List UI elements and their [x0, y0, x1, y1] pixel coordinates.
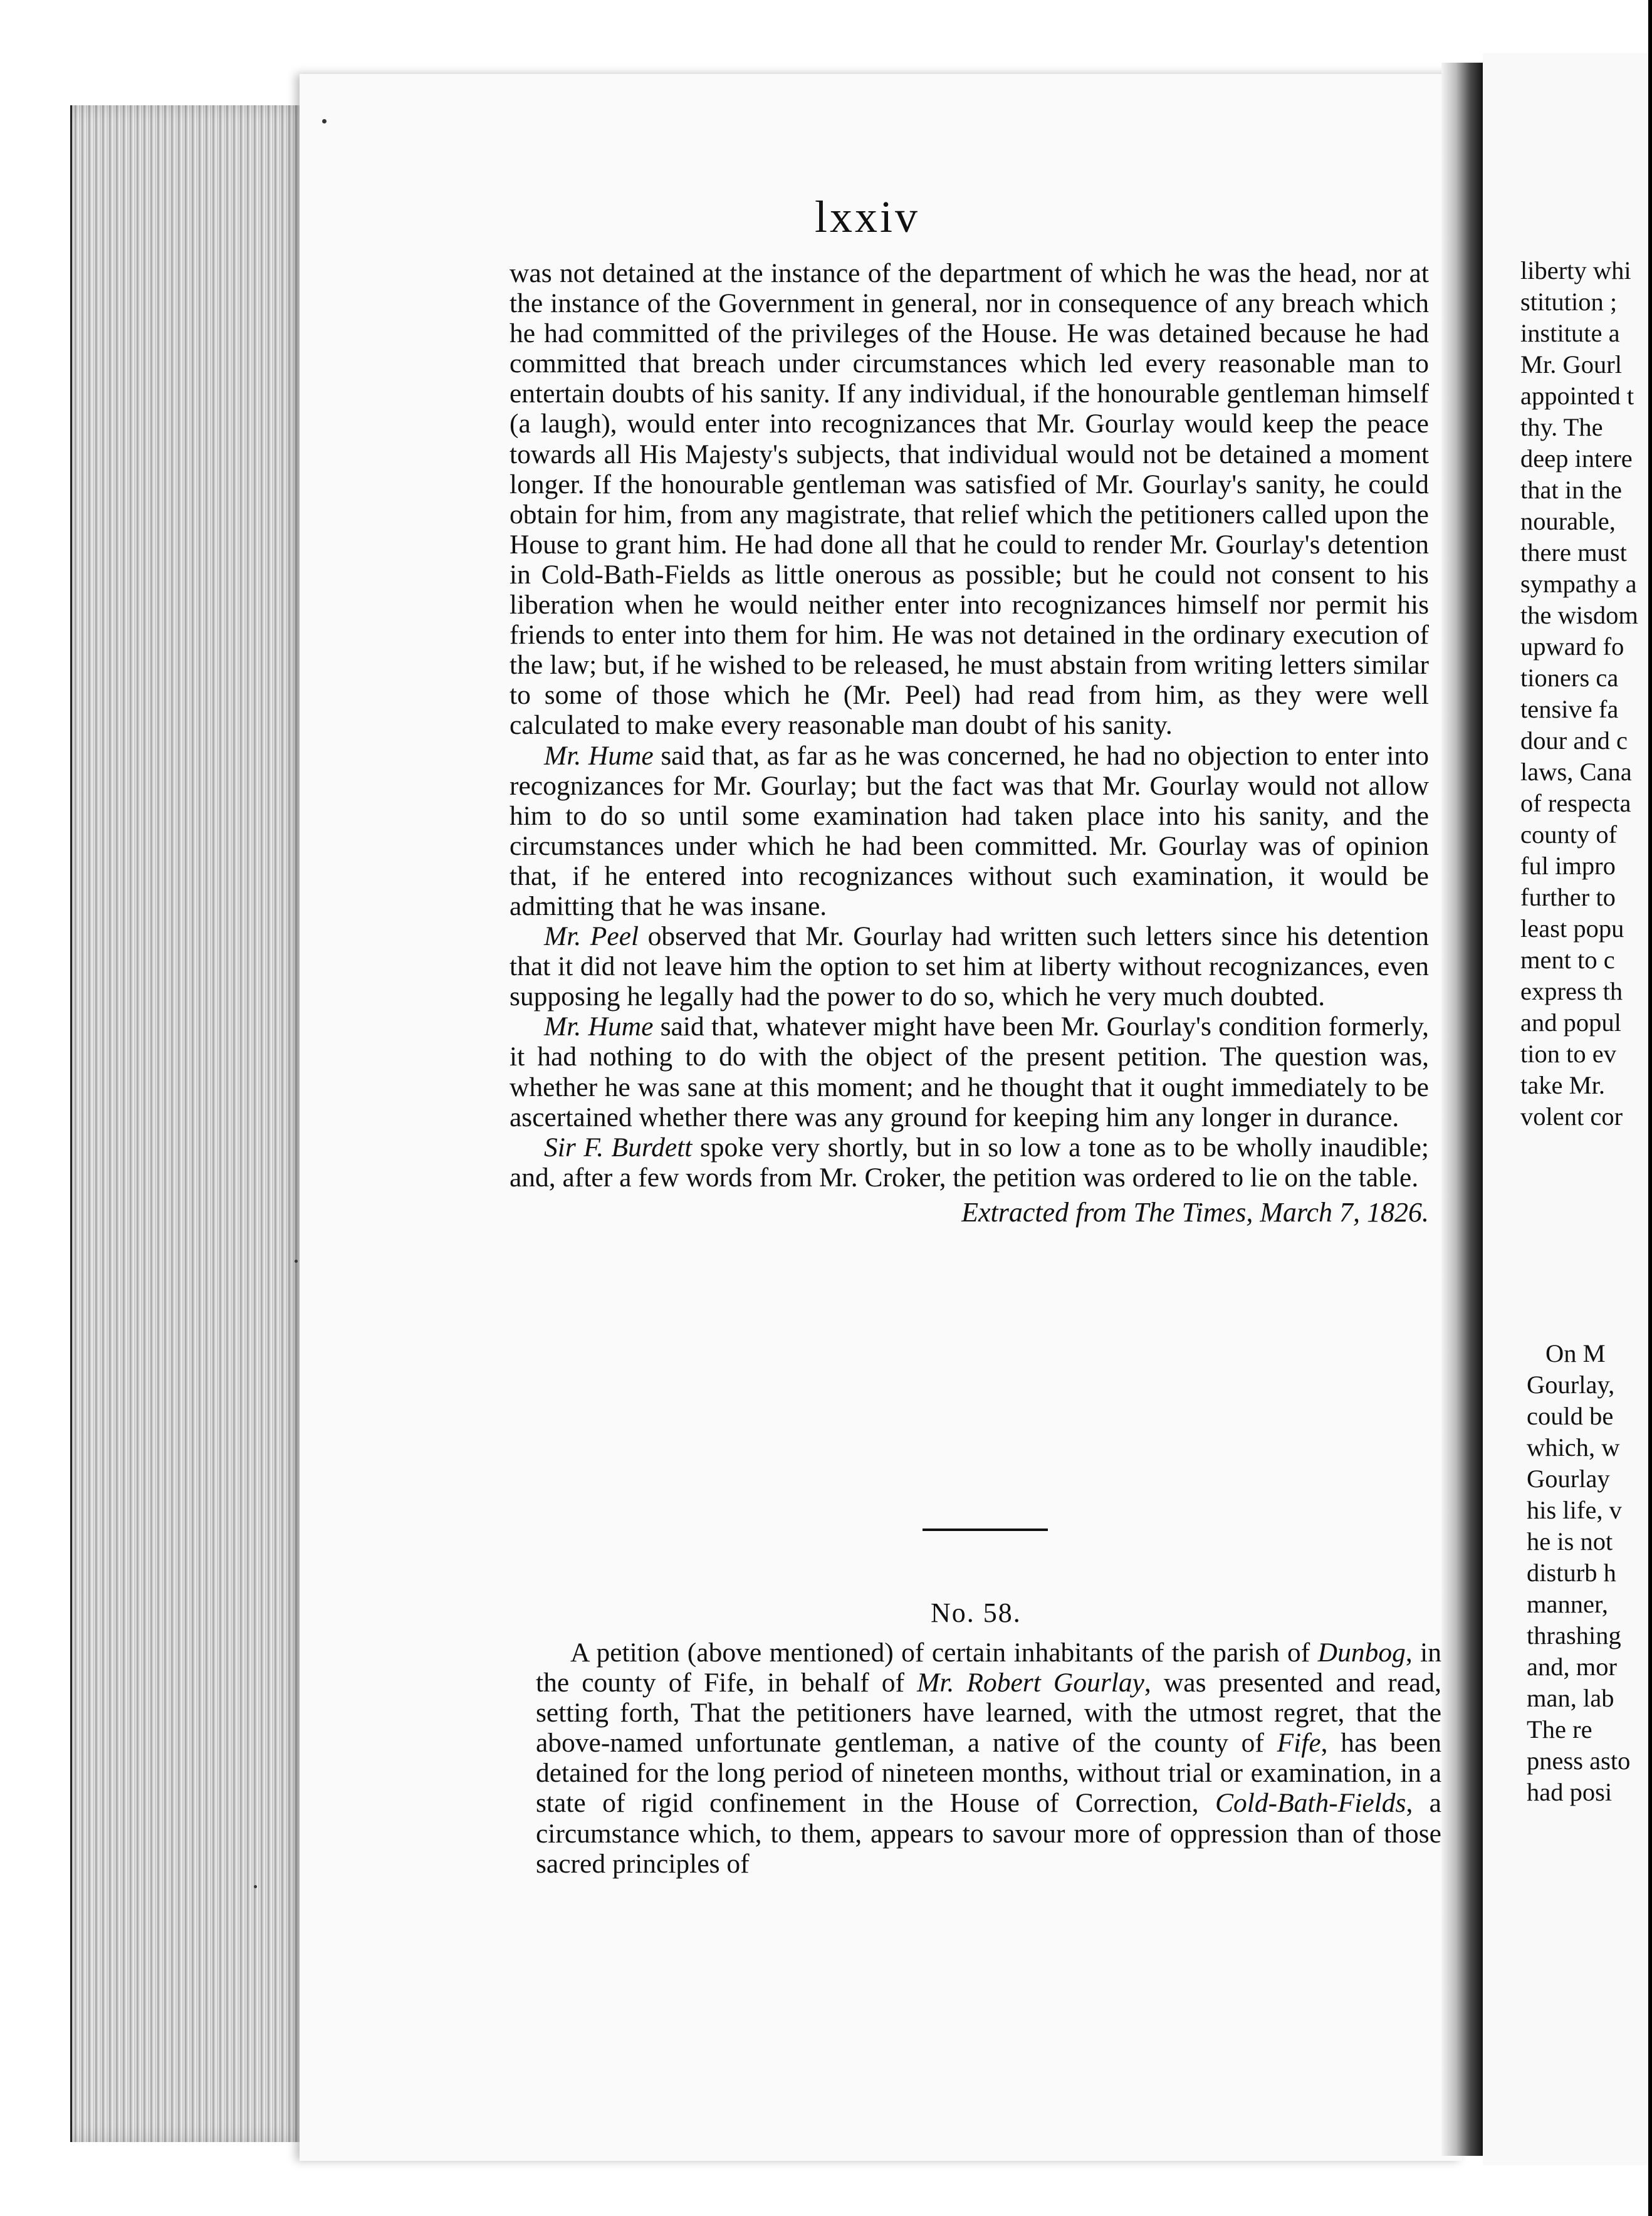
right-page-line: the wisdom	[1520, 601, 1638, 629]
right-page-line: upward fo	[1520, 632, 1624, 661]
right-page-line: there must	[1520, 538, 1627, 567]
right-page-line: institute a	[1520, 319, 1620, 347]
right-page-line: that in the	[1520, 476, 1622, 504]
speaker-name: Mr. Peel	[544, 921, 639, 952]
source-attribution: Extracted from The Times, March 7, 1826.	[961, 1196, 1429, 1228]
right-page-line: tion to ev	[1520, 1040, 1616, 1068]
right-page-line: thrashing	[1527, 1621, 1621, 1649]
page-number-header: lxxiv	[815, 192, 921, 242]
petition-text: , a circumstance which, to them, appears to savour more of oppression than of those sacred principles of	[536, 1788, 1441, 1879]
place-name-italic: Cold-Bath-Fields	[1215, 1788, 1406, 1819]
scan-speck	[322, 119, 327, 123]
paragraph-continuation	[510, 258, 1429, 741]
right-page-line: had posi	[1527, 1778, 1613, 1806]
speaker-name: Mr. Hume	[544, 1011, 654, 1042]
paragraph-text: observed that Mr. Gourlay had written such letters since his detention that it did not leave him the option to set him at liberty without recognizances, even supposing he legally had the power to do so, which he very much doubted.	[510, 921, 1429, 1012]
book-gutter	[1441, 63, 1483, 2156]
speaker-name: Mr. Hume	[544, 740, 654, 771]
right-page-line: laws, Cana	[1520, 758, 1632, 786]
petition-text: A petition (above mentioned) of certain inhabitants of the parish of	[570, 1638, 1318, 1668]
right-page-line: ment to c	[1520, 946, 1615, 974]
right-page-line: manner,	[1527, 1590, 1608, 1618]
paragraph-hume-1	[510, 741, 1429, 922]
person-name-italic: Mr. Robert Gourlay	[917, 1668, 1144, 1698]
right-page-line: volent cor	[1520, 1102, 1623, 1131]
book-page-edges	[70, 105, 310, 2142]
right-page-line: sympathy a	[1520, 570, 1637, 598]
right-page-line: express th	[1520, 977, 1623, 1005]
right-page	[1483, 53, 1652, 2165]
paragraph-text: spoke very shortly, but in so low a tone as to be wholly inaudible; and, after a few words from Mr. Croker, the petition was ordered to lie on the table.	[510, 1132, 1430, 1193]
petition-text: , was presented and read, setting forth, That the petitioners have learned, with the utmost regret, that the above-named unfortunate gentleman, a native of the county of	[536, 1668, 1441, 1759]
place-name-italic: Dunbog	[1317, 1638, 1406, 1668]
paragraph-text: said that, as far as he was concerned, he had no objection to enter into recognizances for Mr. Gourlay; but the fact was that Mr. Gourlay would not allow him to do so until some examination had taken place into his sanity, and the circumstances under which he had been committed. Mr. Gourlay was of opinion that, if he entered into recognizances without such examination, it would be admitting that he was insane.	[510, 740, 1429, 921]
right-page-line: he is not	[1527, 1527, 1613, 1555]
right-page-line: ful impro	[1520, 852, 1616, 880]
right-page-line: of respecta	[1520, 789, 1631, 817]
right-page-line: county of	[1520, 820, 1618, 849]
petition-paragraph	[536, 1638, 1441, 1879]
petition-text: , has been detained for the long period of nineteen months, without trial or examination, in a state of rigid confinement in the House of Correction,	[536, 1728, 1441, 1819]
scan-speck	[295, 1260, 298, 1263]
scan-border	[1648, 0, 1652, 2216]
paragraph-peel	[510, 921, 1429, 1011]
right-page-line: stitution ;	[1520, 288, 1618, 316]
paragraph-hume-2	[510, 1011, 1429, 1132]
paragraph-text: said that, whatever might have been Mr. Gourlay's condition formerly, it had nothing to do with the object of the present petition. The question was, whether he was sane at this moment; and he thought that it ought immediately to be ascertained whether there was any ground for keeping him any longer in durance.	[510, 1011, 1429, 1132]
right-page-line: On M	[1545, 1339, 1606, 1367]
paragraph-burdett	[510, 1132, 1429, 1193]
paragraph-text: was not detained at the instance of the department of which he was the head, nor at the instance of the Government in general, nor in consequence of any breach which he had committed of the privileges of the House. He was detained because he had committed that breach under circumstances which led every reasonable man to entertain doubts of his sanity. If any individual, if the honourable gentleman himself (a laugh), would enter into recognizances that Mr. Gourlay would keep the peace towards all His Majesty's subjects, that individual would not be detained a moment longer. If the honourable gentleman was satisfied of Mr. Gourlay's sanity, he could obtain for him, from any magistrate, that relief which the petitioners called upon the House to grant him. He had done all that he could to render Mr. Gourlay's detention in Cold-Bath-Fields as little onerous as possible; but he could not consent to his liberation when he would neither enter into recognizances himself nor permit his friends to enter into them for him. He was not detained in the ordinary execution of the law; but, if he wished to be released, he must abstain from writing letters similar to some of those which he (Mr. Peel) had read from him, as they were well calculated to make every reasonable man doubt of his sanity.	[510, 258, 1429, 741]
right-page-line: appointed t	[1520, 382, 1634, 410]
right-page-line: pness asto	[1527, 1747, 1631, 1775]
right-page-line: least popu	[1520, 914, 1624, 943]
right-page-line: take Mr.	[1520, 1071, 1605, 1099]
right-page-line: thy. The	[1520, 413, 1603, 441]
petition-text: , in the county of Fife, in behalf of	[536, 1638, 1442, 1698]
right-page-line: deep intere	[1520, 444, 1633, 473]
right-page-line: disturb h	[1527, 1559, 1616, 1587]
right-page-line: could be	[1527, 1402, 1614, 1430]
right-page-line: and, mor	[1527, 1653, 1617, 1681]
right-page-line: Gourlay	[1527, 1465, 1610, 1493]
right-page-line: further to	[1520, 883, 1616, 911]
place-name-italic: Fife	[1277, 1728, 1321, 1759]
main-text-column-top	[510, 258, 1429, 1228]
right-page-line: The re	[1527, 1715, 1592, 1743]
right-page-line: nourable,	[1520, 507, 1616, 535]
section-divider-rule	[923, 1529, 1048, 1531]
right-page-line: liberty whi	[1520, 256, 1631, 285]
right-page-line: tensive fa	[1520, 695, 1619, 723]
speaker-name: Sir F. Burdett	[544, 1132, 693, 1163]
right-page-line: tioners ca	[1520, 664, 1619, 692]
right-page-column-top	[1520, 255, 1638, 1132]
right-page-line: dour and c	[1520, 726, 1628, 755]
right-page-line: Gourlay,	[1527, 1371, 1615, 1399]
main-text-column-bottom	[536, 1638, 1441, 1879]
right-page-line: and popul	[1520, 1008, 1621, 1037]
right-page-line: man, lab	[1527, 1684, 1614, 1712]
section-number: No. 58.	[931, 1597, 1022, 1628]
right-page-line: his life, v	[1527, 1496, 1622, 1524]
right-page-line: which, w	[1527, 1433, 1620, 1461]
scan-speck	[254, 1885, 257, 1888]
right-page-column-bottom	[1527, 1338, 1630, 1808]
right-page-line: Mr. Gourl	[1520, 350, 1622, 379]
